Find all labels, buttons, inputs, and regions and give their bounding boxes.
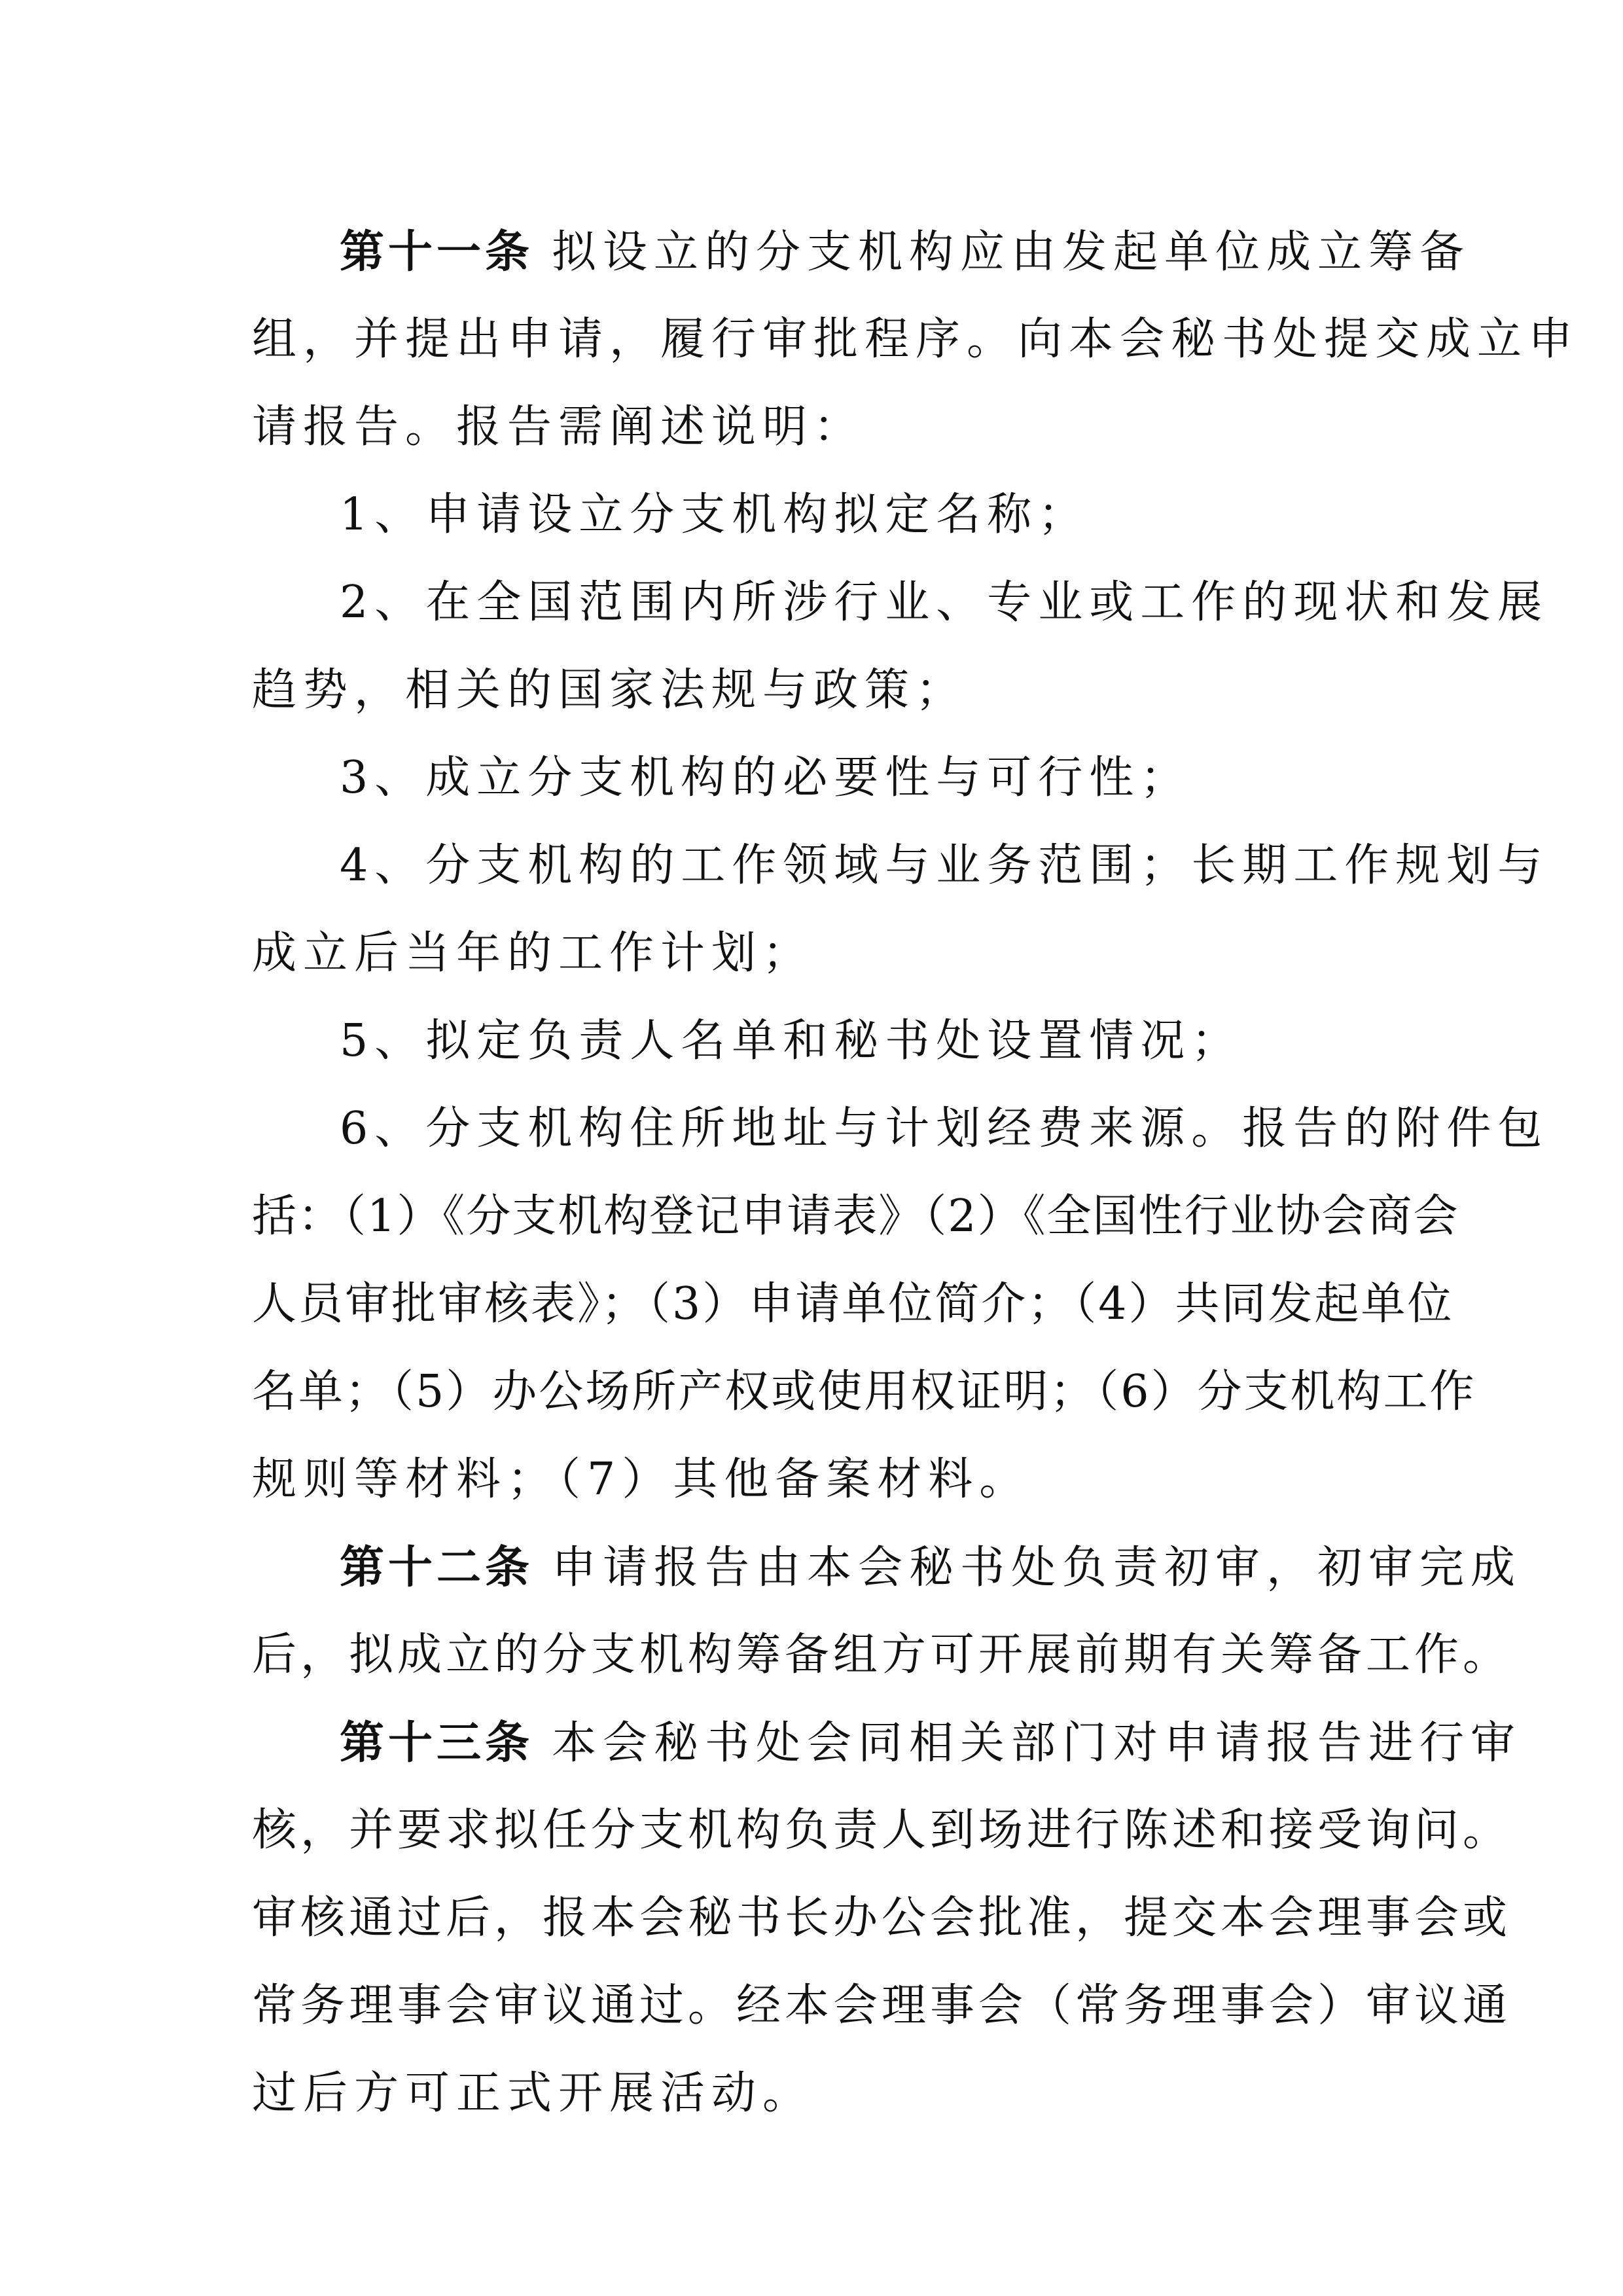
article-11-line-3: 请报告。报告需阐述说明：: [252, 401, 865, 453]
article-11-item-1: 1、申请设立分支机构拟定名称；: [340, 489, 1090, 541]
article-11-item-5: 5、拟定负责人名单和秘书处设置情况；: [340, 1015, 1243, 1067]
article-11-line-1: [340, 208, 1471, 296]
article-11-item-6-line-1: 6、分支机构住所地址与计划经费来源。报告的附件包: [340, 1103, 1549, 1155]
article-11-item-3: 3、成立分支机构的必要性与可行性；: [340, 752, 1192, 804]
article-11-item-6-line-4: 名单；（5）办公场所产权或使用权证明；（6）分支机构工作: [252, 1366, 1476, 1418]
article-11-item-6-line-2: 括：（1）《分支机构登记申请表》（2）《全国性行业协会商会: [252, 1191, 1459, 1242]
article-11-item-6-line-5: 规则等材料；（7）其他备案材料。: [252, 1454, 1031, 1505]
article-11-item-2-line-2: 趋势，相关的国家法规与政策；: [252, 664, 967, 716]
article-13-line-5: 过后方可正式开展活动。: [252, 2068, 814, 2119]
article-11-item-4-line-2: 成立后当年的工作计划；: [252, 927, 814, 979]
article-12-line-2: 后，拟成立的分支机构筹备组方可开展前期有关筹备工作。: [252, 1629, 1512, 1681]
article-12-text: 申请报告由本会秘书处负责初审，初审完成: [552, 1542, 1522, 1594]
article-13-heading: 第十三条: [340, 1717, 534, 1769]
article-11-text: 拟设立的分支机构应由发起单位成立筹备: [552, 226, 1471, 278]
article-11-line-2: 组，并提出申请，履行审批程序。向本会秘书处提交成立申: [252, 314, 1580, 365]
article-13-line-1: [340, 1699, 1522, 1787]
article-13-text: 本会秘书处会同相关部门对申请报告进行审: [552, 1717, 1522, 1769]
article-11-item-6-line-3: 人员审批审核表》；（3）申请单位简介；（4）共同发起单位: [252, 1278, 1454, 1330]
article-11-heading: 第十一条: [340, 226, 534, 278]
article-11-item-2-line-1: 2、在全国范围内所涉行业、专业或工作的现状和发展: [340, 577, 1549, 628]
article-13-line-3: 审核通过后，报本会秘书长办公会批准，提交本会理事会或: [252, 1892, 1512, 1944]
article-13-line-4: 常务理事会审议通过。经本会理事会（常务理事会）审议通: [252, 1980, 1512, 2032]
article-13-line-2: 核，并要求拟任分支机构负责人到场进行陈述和接受询问。: [252, 1804, 1512, 1856]
article-11-item-4-line-1: 4、分支机构的工作领域与业务范围；长期工作规划与: [340, 840, 1549, 891]
article-12-line-1: [340, 1524, 1522, 1611]
article-12-heading: 第十二条: [340, 1541, 534, 1594]
